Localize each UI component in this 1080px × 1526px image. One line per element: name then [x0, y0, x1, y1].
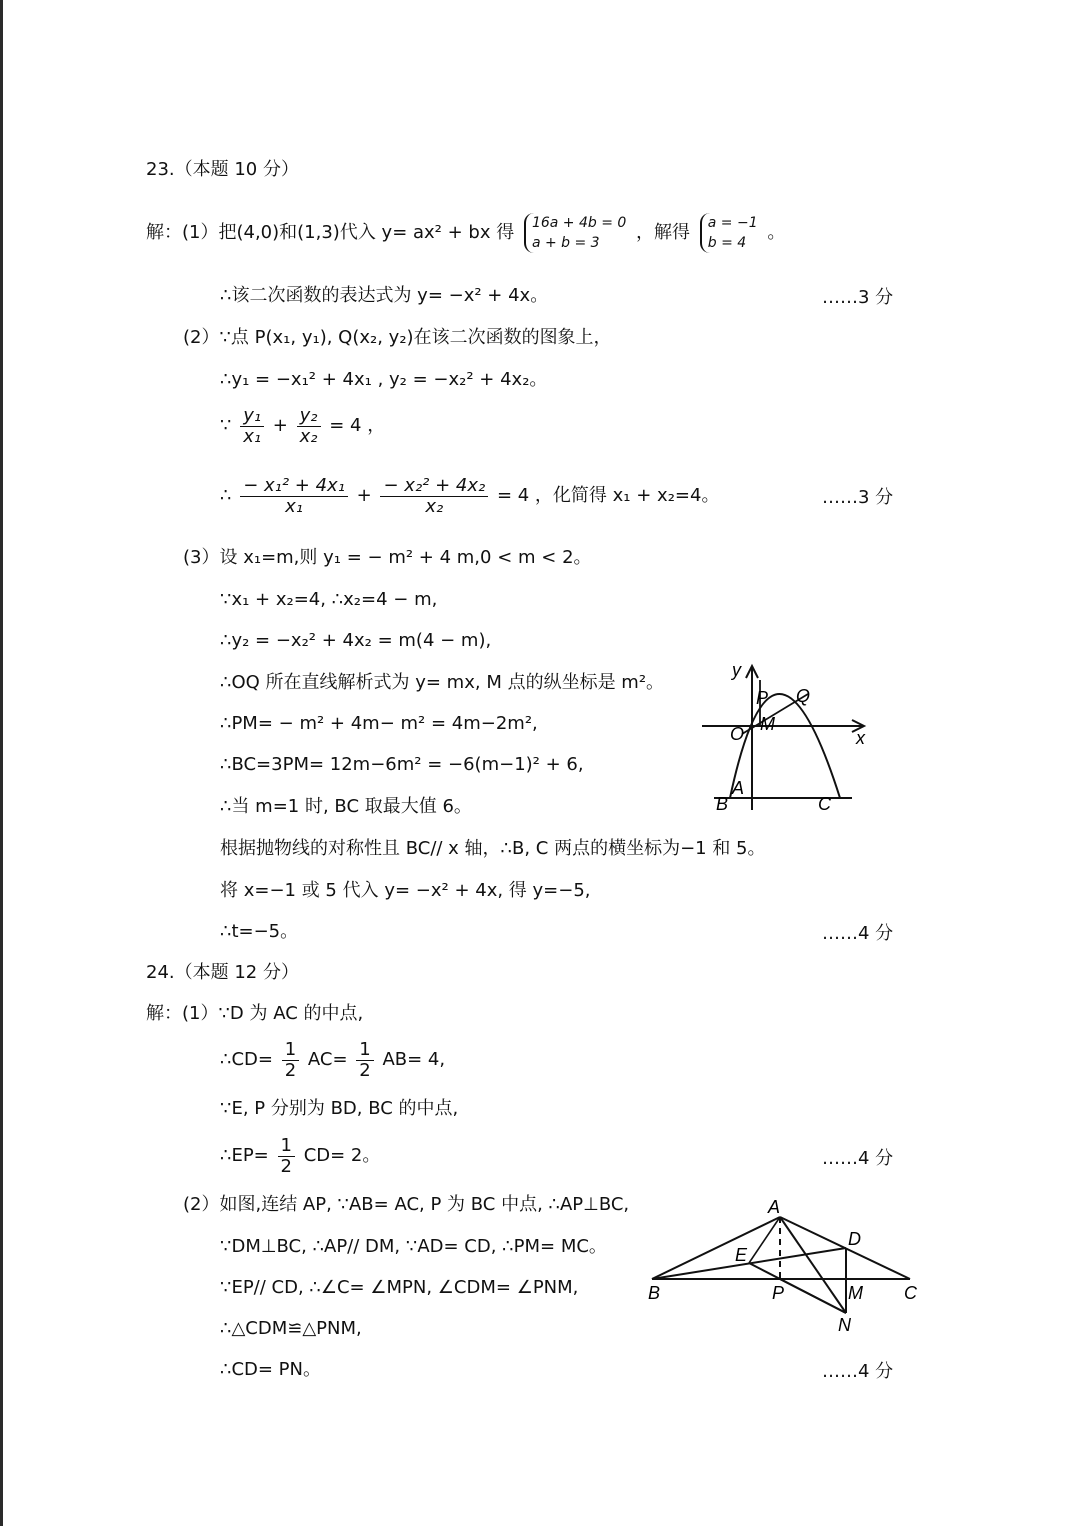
fraction-one-half: $\frac{1}{2}$	[278, 1136, 295, 1177]
q24-header: 24.（本题 12 分）	[146, 962, 299, 983]
because-symbol: ∵	[220, 415, 232, 436]
label-c: C	[904, 1283, 917, 1303]
cd-equals: ∴CD=	[220, 1049, 273, 1070]
label-o: O	[730, 724, 745, 744]
label-p: P	[756, 688, 769, 708]
fraction-expr-x2: $\frac{\text{− x₂² + 4x₂}}{\text{x₂}}$	[380, 476, 488, 517]
q24-score-2: ……4 分	[822, 1361, 894, 1382]
page-left-edge	[0, 0, 3, 1526]
fraction-expr-x1: $\frac{\text{− x₁² + 4x₁}}{\text{x₁}}$	[240, 476, 348, 517]
q23-part2-line: (2）∵点 P(x₁, y₁), Q(x₂, y₂)在该二次函数的图象上，	[183, 327, 612, 348]
label-x: x	[856, 728, 865, 748]
q23-line-y-values: ∴y₁ = −x₁² + 4x₁ , y₂ = −x₂² + 4x₂。	[220, 369, 548, 390]
parabola-figure	[690, 650, 890, 820]
q23-score-2: ……3 分	[822, 487, 894, 508]
q23-line-t: ∴t=−5。	[220, 921, 299, 942]
parabola-curve	[730, 694, 840, 798]
q23-fraction-line-1	[220, 404, 385, 448]
fraction-y2-x2: $\frac{\text{y₂}}{\text{x₂}}$	[297, 406, 321, 447]
segment-pn	[780, 1279, 846, 1313]
q24-part1-line: 解：(1）∵D 为 AC 的中点,	[146, 1003, 364, 1024]
q24-congruent-line: ∴△CDM≌△PNM,	[220, 1318, 362, 1339]
q23-line-x2: ∵x₁ + x₂=4, ∴x₂=4 − m,	[220, 589, 438, 610]
system-1-eq-2: a + b = 3	[531, 235, 600, 251]
q24-angles-line: ∵EP// CD, ∴∠C= ∠MPN, ∠CDM= ∠PNM,	[220, 1277, 579, 1298]
label-n: N	[838, 1315, 851, 1335]
fraction-one-half: $\frac{1}{2}$	[356, 1040, 373, 1081]
q24-ep-line	[220, 1134, 380, 1178]
q23-score-3: ……4 分	[822, 923, 894, 944]
q24-part2-line: (2）如图,连结 AP, ∵AB= AC, P 为 BC 中点, ∴AP⊥BC,	[183, 1194, 630, 1215]
label-p: P	[772, 1283, 785, 1303]
q23-part3-line: (3）设 x₁=m,则 y₁ = − m² + 4 m,0 < m < 2。	[183, 547, 592, 568]
q23-part1-solve-text: ，解得	[636, 222, 691, 243]
ac-equals: AC=	[307, 1049, 348, 1070]
fraction-y1-x1: $\frac{\text{y₁}}{\text{x₁}}$	[240, 406, 264, 447]
q23-line-y2: ∴y₂ = −x₂² + 4x₂ = m(4 − m),	[220, 630, 492, 651]
label-y: y	[732, 660, 741, 680]
q23-line-expression: ∴该二次函数的表达式为 y= −x² + 4x。	[220, 285, 549, 306]
q23-part1-text: 解：(1）把(4,0)和(1,3)代入 y= ax² + bx 得	[146, 222, 515, 243]
q24-conclusion-line: ∴CD= PN。	[220, 1359, 322, 1380]
q24-parallel-line: ∵DM⊥BC, ∴AP// DM, ∵AD= CD, ∴PM= MC。	[220, 1236, 607, 1257]
simplified-result: = 4 ，化简得 x₁ + x₂=4。	[496, 485, 720, 506]
q23-header: 23.（本题 10 分）	[146, 159, 299, 180]
q24-midpoints-line: ∵E, P 分别为 BD, BC 的中点,	[220, 1098, 459, 1119]
q23-line-pm: ∴PM= − m² + 4m− m² = 4m−2m²,	[220, 713, 538, 734]
equation-system-2	[700, 213, 758, 253]
q24-score-1: ……4 分	[822, 1148, 894, 1169]
label-m: M	[848, 1283, 863, 1303]
q23-fraction-line-2	[220, 474, 719, 518]
q23-line-bc: ∴BC=3PM= 12m−6m² = −6(m−1)² + 6,	[220, 754, 584, 775]
label-a: A	[732, 778, 745, 798]
plus-sign: +	[356, 485, 372, 506]
plus-sign: +	[272, 415, 288, 436]
ep-equals: ∴EP=	[220, 1145, 269, 1166]
q23-score-1: ……3 分	[822, 287, 894, 308]
label-c: C	[818, 794, 831, 814]
q23-line-symmetry: 根据抛物线的对称性且 BC// x 轴，∴B, C 两点的横坐标为−1 和 5。	[220, 838, 766, 859]
q23-part1-line	[146, 210, 785, 256]
q24-cd-line	[220, 1038, 445, 1082]
cd-equals-two: CD= 2。	[303, 1145, 381, 1166]
system-1-eq-1: 16a + 4b = 0	[531, 215, 627, 231]
label-d: D	[848, 1229, 861, 1249]
q23-part1-period: 。	[767, 222, 786, 243]
equation-system-1	[524, 213, 626, 253]
triangle-figure	[640, 1195, 925, 1340]
q23-line-max: ∴当 m=1 时, BC 取最大值 6。	[220, 796, 472, 817]
q23-line-oq: ∴OQ 所在直线解析式为 y= mx, M 点的纵坐标是 m²。	[220, 672, 665, 693]
q23-line-substitute: 将 x=−1 或 5 代入 y= −x² + 4x, 得 y=−5,	[220, 880, 591, 901]
system-2-eq-2: b = 4	[707, 235, 747, 251]
label-e: E	[735, 1245, 748, 1265]
therefore-symbol: ∴	[220, 485, 232, 506]
fraction-one-half: $\frac{1}{2}$	[282, 1040, 299, 1081]
label-m: M	[760, 714, 775, 734]
segment-an	[780, 1217, 846, 1313]
ab-equals-four: AB= 4,	[382, 1049, 446, 1070]
label-q: Q	[796, 686, 811, 706]
system-2-eq-1: a = −1	[707, 215, 758, 231]
label-b: B	[716, 794, 729, 814]
label-a: A	[768, 1197, 781, 1217]
equals-four: = 4 ，	[329, 415, 386, 436]
label-b: B	[648, 1283, 661, 1303]
